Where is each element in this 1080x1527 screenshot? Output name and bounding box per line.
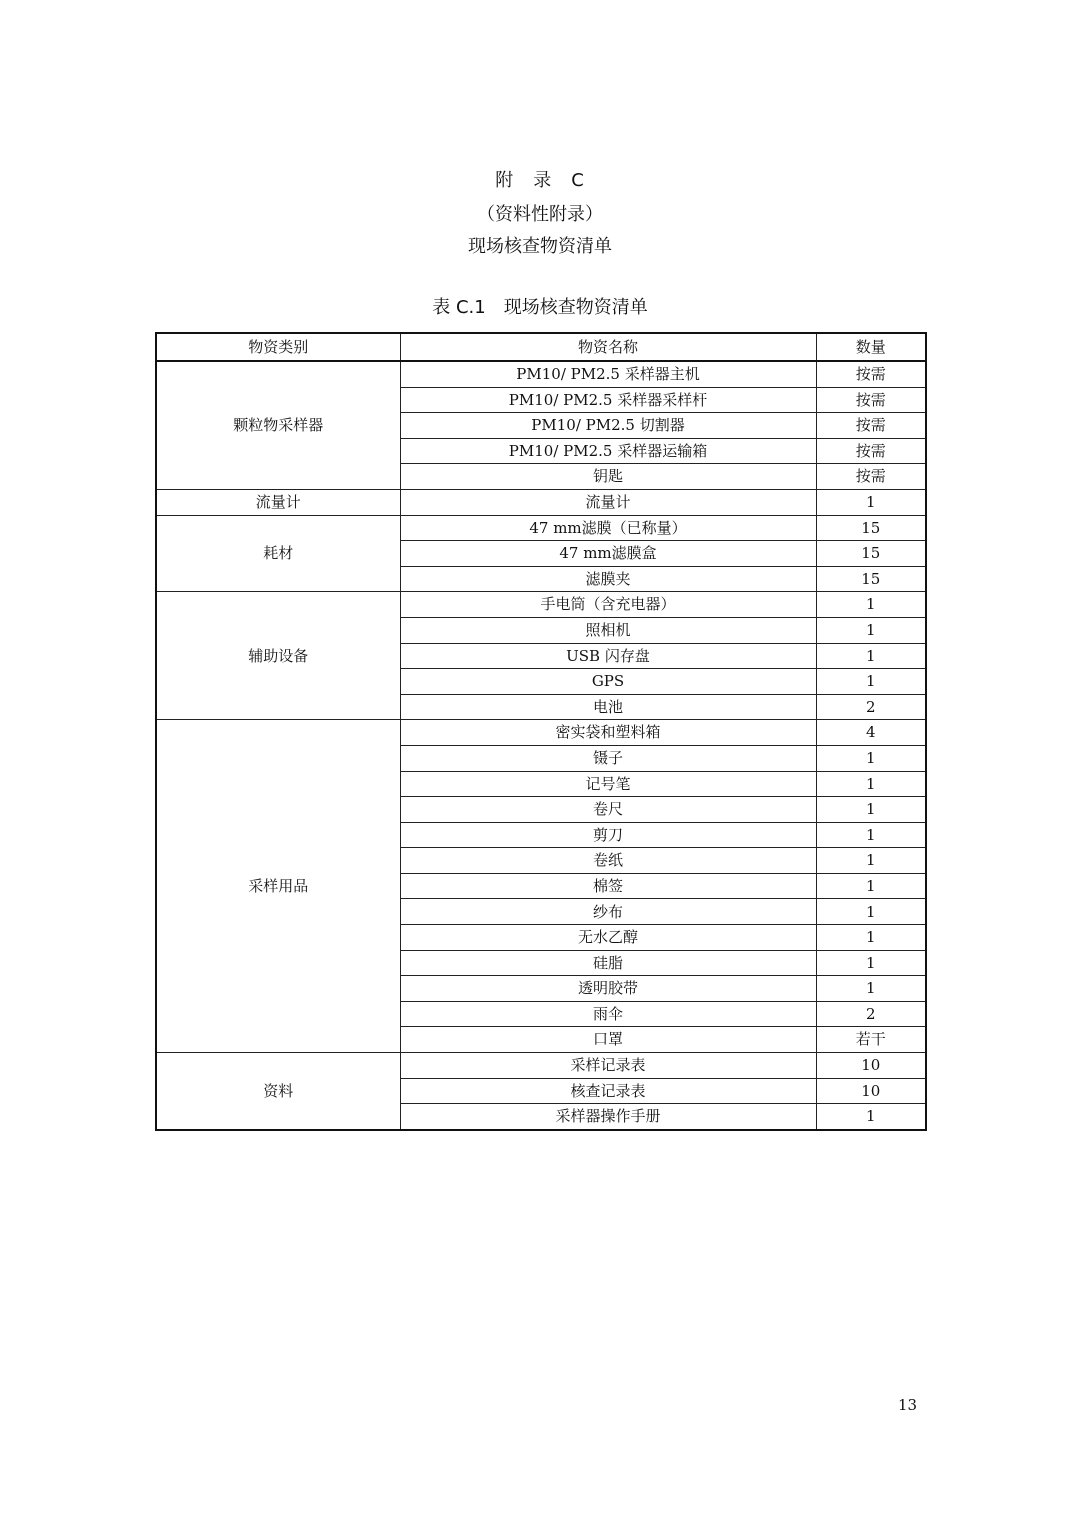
- annex-title: 现场核查物资清单: [468, 236, 612, 257]
- item-name-cell: 47 mm滤膜盒: [400, 541, 816, 567]
- category-cell: 流量计: [156, 489, 400, 515]
- item-name-cell: 口罩: [400, 1027, 816, 1053]
- category-cell: 耗材: [156, 515, 400, 592]
- table-caption: 表 C.1 现场核查物资清单: [432, 297, 648, 318]
- item-quantity-cell: 按需: [816, 464, 926, 490]
- table-row: [156, 720, 926, 746]
- header-category: 物资类别: [156, 333, 400, 361]
- category-cell: 资料: [156, 1053, 400, 1130]
- header-name: 物资名称: [400, 333, 816, 361]
- item-name-cell: GPS: [400, 669, 816, 695]
- item-name-cell: 剪刀: [400, 822, 816, 848]
- item-quantity-cell: 1: [816, 592, 926, 618]
- item-quantity-cell: 15: [816, 541, 926, 567]
- item-name-cell: 记号笔: [400, 771, 816, 797]
- item-quantity-cell: 2: [816, 694, 926, 720]
- item-quantity-cell: 2: [816, 1001, 926, 1027]
- item-quantity-cell: 1: [816, 822, 926, 848]
- item-quantity-cell: 10: [816, 1053, 926, 1079]
- item-quantity-cell: 15: [816, 515, 926, 541]
- item-name-cell: 卷纸: [400, 848, 816, 874]
- table-row: [156, 515, 926, 541]
- item-name-cell: 滤膜夹: [400, 566, 816, 592]
- item-name-cell: 照相机: [400, 617, 816, 643]
- item-name-cell: 47 mm滤膜（已称量）: [400, 515, 816, 541]
- item-name-cell: 电池: [400, 694, 816, 720]
- item-quantity-cell: 按需: [816, 413, 926, 439]
- table-header-row: [156, 333, 926, 361]
- item-name-cell: 雨伞: [400, 1001, 816, 1027]
- item-quantity-cell: 1: [816, 1104, 926, 1130]
- item-quantity-cell: 1: [816, 489, 926, 515]
- annex-label: 附 录 C: [495, 170, 585, 191]
- table-body: [156, 361, 926, 1130]
- item-quantity-cell: 1: [816, 976, 926, 1002]
- item-name-cell: PM10/ PM2.5 采样器运输箱: [400, 438, 816, 464]
- item-quantity-cell: 按需: [816, 438, 926, 464]
- item-quantity-cell: 1: [816, 745, 926, 771]
- item-name-cell: 密实袋和塑料箱: [400, 720, 816, 746]
- item-quantity-cell: 按需: [816, 387, 926, 413]
- item-quantity-cell: 1: [816, 771, 926, 797]
- item-name-cell: 镊子: [400, 745, 816, 771]
- table-row: [156, 489, 926, 515]
- item-quantity-cell: 1: [816, 925, 926, 951]
- item-name-cell: 采样器操作手册: [400, 1104, 816, 1130]
- item-name-cell: 纱布: [400, 899, 816, 925]
- item-name-cell: PM10/ PM2.5 采样器主机: [400, 361, 816, 387]
- item-name-cell: 流量计: [400, 489, 816, 515]
- item-name-cell: PM10/ PM2.5 切割器: [400, 413, 816, 439]
- table-row: [156, 592, 926, 618]
- item-quantity-cell: 1: [816, 899, 926, 925]
- item-name-cell: 钥匙: [400, 464, 816, 490]
- item-name-cell: 棉签: [400, 873, 816, 899]
- page-number: 13: [898, 1396, 918, 1414]
- item-quantity-cell: 1: [816, 873, 926, 899]
- category-cell: 辅助设备: [156, 592, 400, 720]
- materials-table: [155, 332, 927, 1131]
- item-name-cell: 核查记录表: [400, 1078, 816, 1104]
- header-quantity: 数量: [816, 333, 926, 361]
- item-quantity-cell: 按需: [816, 361, 926, 387]
- item-quantity-cell: 1: [816, 643, 926, 669]
- table-row: [156, 1053, 926, 1079]
- item-quantity-cell: 15: [816, 566, 926, 592]
- item-quantity-cell: 4: [816, 720, 926, 746]
- item-quantity-cell: 1: [816, 797, 926, 823]
- category-cell: 采样用品: [156, 720, 400, 1053]
- item-quantity-cell: 若干: [816, 1027, 926, 1053]
- item-name-cell: 透明胶带: [400, 976, 816, 1002]
- item-name-cell: 无水乙醇: [400, 925, 816, 951]
- category-cell: 颗粒物采样器: [156, 361, 400, 489]
- item-name-cell: 手电筒（含充电器）: [400, 592, 816, 618]
- table-row: [156, 361, 926, 387]
- item-name-cell: USB 闪存盘: [400, 643, 816, 669]
- item-quantity-cell: 1: [816, 848, 926, 874]
- item-name-cell: 卷尺: [400, 797, 816, 823]
- item-quantity-cell: 1: [816, 669, 926, 695]
- item-quantity-cell: 1: [816, 950, 926, 976]
- item-name-cell: 硅脂: [400, 950, 816, 976]
- item-name-cell: PM10/ PM2.5 采样器采样杆: [400, 387, 816, 413]
- annex-type: （资料性附录）: [477, 204, 603, 225]
- item-quantity-cell: 10: [816, 1078, 926, 1104]
- item-quantity-cell: 1: [816, 617, 926, 643]
- item-name-cell: 采样记录表: [400, 1053, 816, 1079]
